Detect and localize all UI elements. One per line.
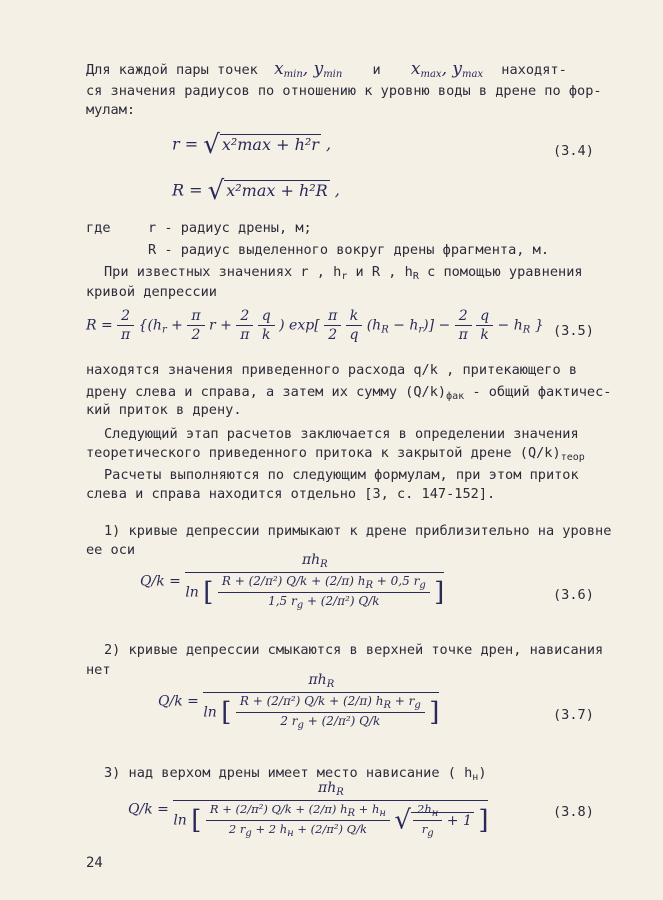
where-label: где (86, 220, 111, 236)
equation-3-5: R = $\frac{2}{\pi}$ {($h_r$ + $\frac{\pi}{2}$ r + $\frac{2}{\pi}$ $\frac{q}{k}$ ) exp[ $\frac{\pi}{2}$ $\frac{k}{q}$ $(h_R - h_r)$] − $\frac{2}{\pi}$ $\frac{q}{k}$ − $h_R$ } (86, 308, 544, 343)
text-line-2: ся значения радиусов по отношению к уровню воды в дрене по фор- (86, 83, 602, 99)
text-line-3: мулам: (86, 102, 136, 118)
equation-3-7: Q/k = $\pi h_R$ ln [ $\frac{R + (2/\pi^2) Q/k + (2/\pi) h_R + r_g}{2 r_g + (2/\pi^2) Q/k}$ ] (158, 672, 440, 731)
equation-number-3-6: (3.6) (553, 587, 594, 603)
equation-3-4b: R = √ x²max + h²R , (172, 176, 340, 206)
equation-number-3-7: (3.7) (553, 707, 594, 723)
case-2-line-b: нет (86, 662, 111, 678)
text-line-p3d: кий приток в дрену. (86, 402, 242, 418)
equation-3-8: Q/k = $\pi h_R$ ln [ $\frac{\text{R + (2/π²) Q/k + (2/π) hR + hн}}{\text{2 rg + 2 hн + (2/π²) Q/k}}$ √ $\frac{2hн}{rg}$ + 1 ] (128, 780, 489, 839)
text-line-p4b: теоретического приведенного притока к закрытой дрене $(Q/k)_{теор}$ (86, 445, 585, 463)
case-1-line-a: 1) кривые депрессии примыкают к дрене приблизительно на уровне (104, 523, 612, 539)
equation-number-3-8: (3.8) (553, 804, 594, 820)
text-line-1: Для каждой пары точек $x_{min}$, $y_{min}$ и $x_{max}$, $y_{max}$ находят- (86, 59, 567, 80)
text-line-p3b: дрену слева и справа, а затем их сумму $(Q/k)_{фак}$ - общий фактичес- (86, 384, 612, 402)
equation-number-3-5: (3.5) (553, 323, 594, 339)
equation-number-3-4: (3.4) (553, 143, 594, 159)
text-line-p3a: находятся значения приведенного расхода q/k , притекающего в (86, 362, 578, 378)
text-line-p5b: слева и справа находится отдельно [3, с. 147-152]. (86, 486, 496, 502)
text-line-p4a: Следующий этап расчетов заключается в определении значения (104, 426, 579, 442)
text-depression-curve: кривой депрессии (86, 284, 217, 300)
text-line-p5a: Расчеты выполняются по следующим формулам, при этом приток (104, 467, 579, 483)
page-number: 24 (86, 855, 103, 871)
equation-3-6: Q/k = $\pi h_R$ ln [ $\frac{R + (2/\pi^2) Q/k + (2/\pi) h_R + 0,5 r_g}{1,5 r_g + (2/\pi^2) Q/k}$ ] (140, 552, 445, 611)
case-3-line-a: 3) над верхом дрены имеет место нависание ( $h_н$) (104, 765, 487, 783)
R-definition: R - радиус выделенного вокруг дрены фрагмента, м. (148, 242, 550, 258)
equation-3-4: r = √ x²max + h²r , (172, 130, 332, 160)
case-1-line-b: ее оси (86, 542, 136, 558)
r-definition: r - радиус дрены, м; (148, 220, 312, 236)
case-2-line-a: 2) кривые депрессии смыкаются в верхней точке дрен, нависания (104, 642, 604, 658)
text-known-values: При известных значениях r , $h_r$ и R , $h_R$ с помощью уравнения (104, 264, 583, 282)
